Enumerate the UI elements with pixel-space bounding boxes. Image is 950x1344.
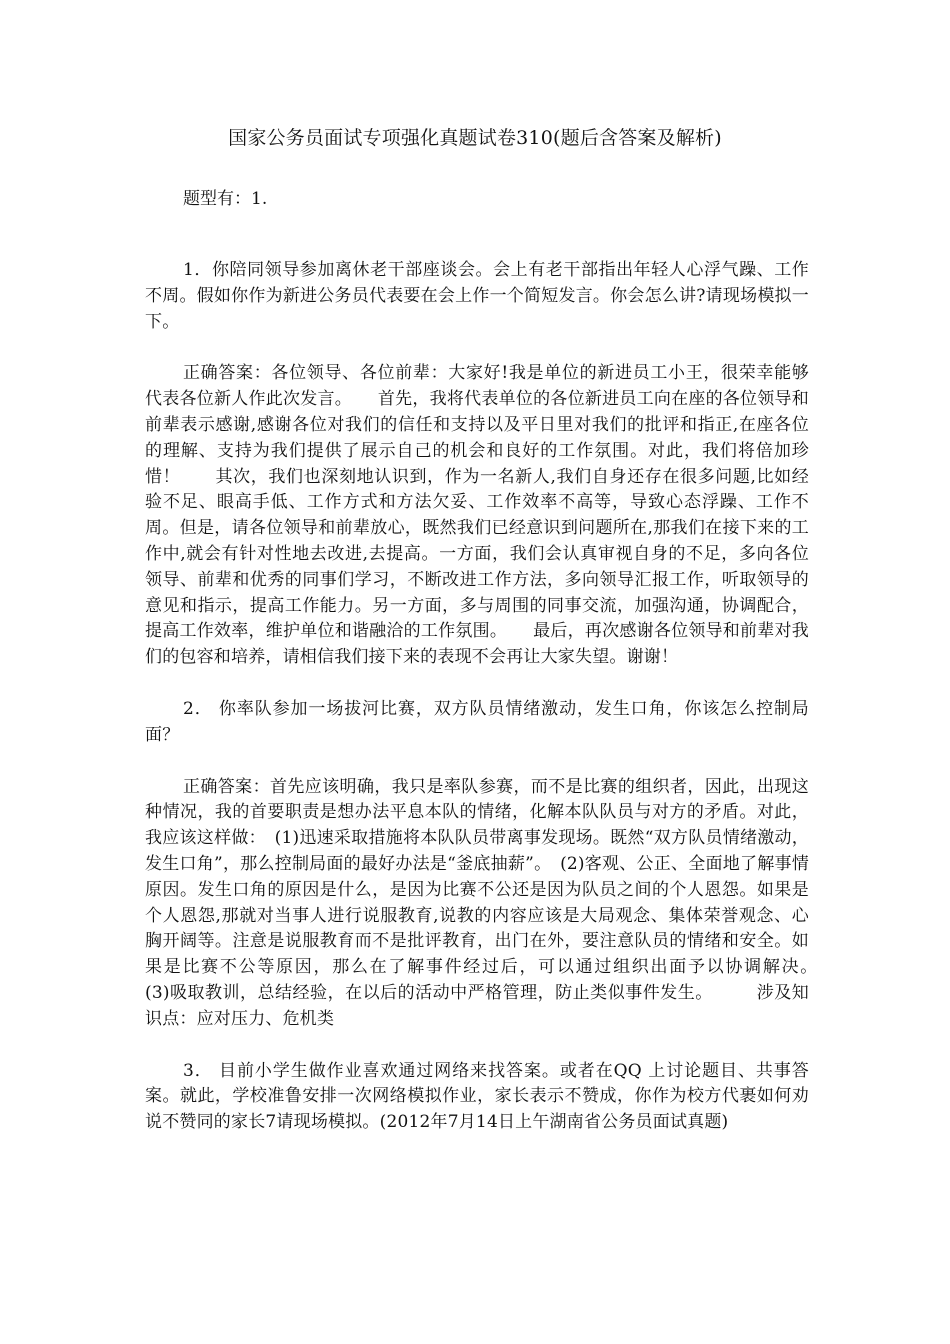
question-1: 1．你陪同领导参加离休老干部座谈会。会上有老干部指出年轻人心浮气躁、工作不周。假如你作为新进公务员代表要在会上作一个简短发言。你会怎么讲?请现场模拟一下。	[145, 260, 809, 332]
question-types: 题型有：1.	[183, 189, 268, 209]
answer-2: 正确答案：首先应该明确，我只是率队参赛，而不是比赛的组织者，因此，出现这种情况，我的首要职责是想办法平息本队的情绪，化解本队队员与对方的矛盾。对此，我应该这样做： (1)迅速采取措施将本队队员带离事发现场。既然“双方队员情绪激动，发生口角”，那么控制局面的最好办法是“釜底抽薪”。 (2)客观、公正、全面地了解事情原因。发生口角的原因是什么，是因为比赛不公还是因为队员之间的个人恩怨。如果是个人恩怨,那就对当事人进行说服教育,说教的内容应该是大局观念、集体荣誉观念、心胸开阔等。注意是说服教育而不是批评教育，出门在外，要注意队员的情绪和安全。如果是比赛不公等原因，那么在了解事件经过后，可以通过组织出面予以协调解决。 (3)吸取教训，总结经验，在以后的活动中严格管理，防止类似事件发生。 涉及知识点：应对压力、危机类	[145, 776, 844, 1029]
page-title: 国家公务员面试专项强化真题试卷310(题后含答案及解析)	[228, 127, 722, 149]
question-2: 2． 你率队参加一场拔河比赛，双方队员情绪激动，发生口角，你该怎么控制局面？	[145, 698, 809, 745]
question-3: 3． 目前小学生做作业喜欢通过网络来找答案。或者在QQ 上讨论题目、共事答案。就此，学校准鲁安排一次网络模拟作业，家长表示不赞成，你作为校方代裹如何劝说不赞同的家长7请现场模拟。(2012年7月14日上午湖南省公务员面试真题)	[145, 1060, 809, 1133]
document-body	[145, 258, 844, 1162]
answer-1: 正确答案：各位领导、各位前辈：大家好!我是单位的新进员工小王，很荣幸能够代表各位新人作此次发言。 首先，我将代表单位的各位新进员工向在座的各位领导和前辈表示感谢,感谢各位对我们的信任和支持以及平日里对我们的批评和指正,在座各位的理解、支持为我们提供了展示自己的机会和良好的工作氛围。对此，我们将倍加珍惜！ 其次，我们也深刻地认识到，作为一名新人,我们自身还存在很多问题,比如经验不足、眼高手低、工作方式和方法欠妥、工作效率不高等，导致心态浮躁、工作不周。但是，请各位领导和前辈放心，既然我们已经意识到问题所在,那我们在接下来的工作中,就会有针对性地去改进,去提高。一方面，我们会认真审视自身的不足，多向各位领导、前辈和优秀的同事们学习，不断改进工作方法，多向领导汇报工作，听取领导的意见和指示，提高工作能力。另一方面，多与周围的同事交流，加强沟通，协调配合，提高工作效率，维护单位和谐融洽的工作氛围。 最后，再次感谢各位领导和前辈对我们的包容和培养，请相信我们接下来的表现不会再让大家失望。谢谢！	[145, 363, 809, 668]
